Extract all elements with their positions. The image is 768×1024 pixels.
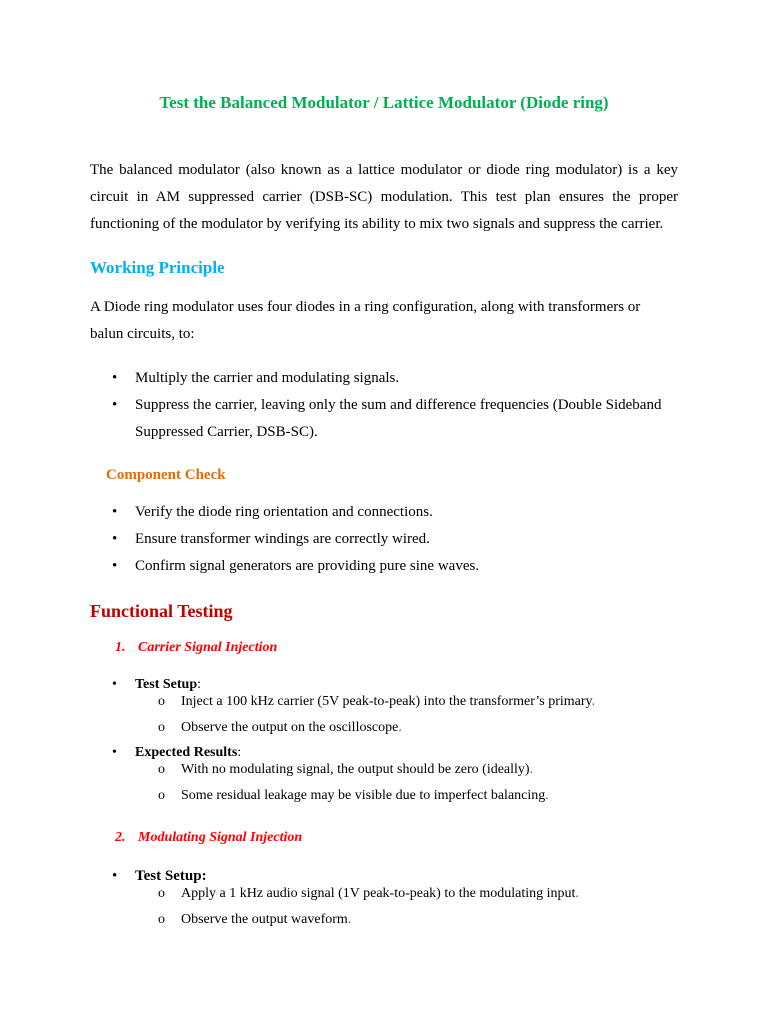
sub-list-item: o Observe the output waveform.	[158, 912, 352, 927]
list-item: • Multiply the carrier and modulating signals.	[112, 365, 399, 392]
list-item: • Expected Results:	[112, 739, 241, 766]
list-item: • Suppress the carrier, leaving only the sum and difference frequencies (Double Sideband	[112, 392, 661, 419]
circle-bullet-icon: o	[158, 694, 165, 709]
intro-paragraph: The balanced modulator (also known as a lattice modulator or diode ring modulator) is a key circuit in AM suppressed carrier (DSB-SC) modulation. This test plan ensures the proper functioning of the modulator by verifying its ability to mix two signals and suppress the carrier.	[90, 162, 678, 232]
heading-functional-testing: Functional Testing	[90, 601, 233, 621]
sub-list-item: o Inject a 100 kHz carrier (5V peak-to-peak) into the transformer’s primary.	[158, 694, 596, 709]
list-item-continuation: Suppressed Carrier, DSB-SC).	[135, 424, 318, 440]
bullet-icon: •	[112, 504, 118, 520]
bullet-icon: •	[112, 677, 117, 692]
list-item: • Test Setup:	[112, 671, 201, 698]
sub-list-item: o With no modulating signal, the output should be zero (ideally).	[158, 762, 534, 777]
section-heading-carrier: 1. Carrier Signal Injection	[115, 640, 278, 655]
bullet-icon: •	[112, 397, 118, 413]
sub-list-item: o Some residual leakage may be visible due to imperfect balancing.	[158, 788, 549, 803]
list-item: • Verify the diode ring orientation and connections.	[112, 499, 433, 526]
bullet-icon: •	[112, 745, 117, 760]
sub-list-item: o Observe the output on the oscilloscope.	[158, 720, 402, 735]
list-item: • Confirm signal generators are providing pure sine waves.	[112, 553, 479, 580]
list-item: • Ensure transformer windings are correctly wired.	[112, 526, 430, 553]
sub-list-item: o Apply a 1 kHz audio signal (1V peak-to-peak) to the modulating input.	[158, 886, 579, 901]
bullet-icon: •	[112, 531, 118, 547]
circle-bullet-icon: o	[158, 886, 165, 901]
circle-bullet-icon: o	[158, 762, 165, 777]
circle-bullet-icon: o	[158, 912, 165, 927]
working-principle-text: A Diode ring modulator uses four diodes in a ring configuration, along with transformers or balun circuits, to:	[90, 299, 641, 342]
section-heading-modulating: 2. Modulating Signal Injection	[115, 830, 303, 845]
list-item: • Test Setup:	[112, 863, 207, 890]
heading-component-check: Component Check	[106, 467, 226, 483]
page-title: Test the Balanced Modulator / Lattice Modulator (Diode ring)	[159, 93, 609, 112]
heading-working-principle: Working Principle	[90, 258, 225, 277]
bullet-icon: •	[112, 558, 118, 574]
circle-bullet-icon: o	[158, 788, 165, 803]
bullet-icon: •	[112, 370, 118, 386]
circle-bullet-icon: o	[158, 720, 165, 735]
bullet-icon: •	[112, 868, 118, 884]
